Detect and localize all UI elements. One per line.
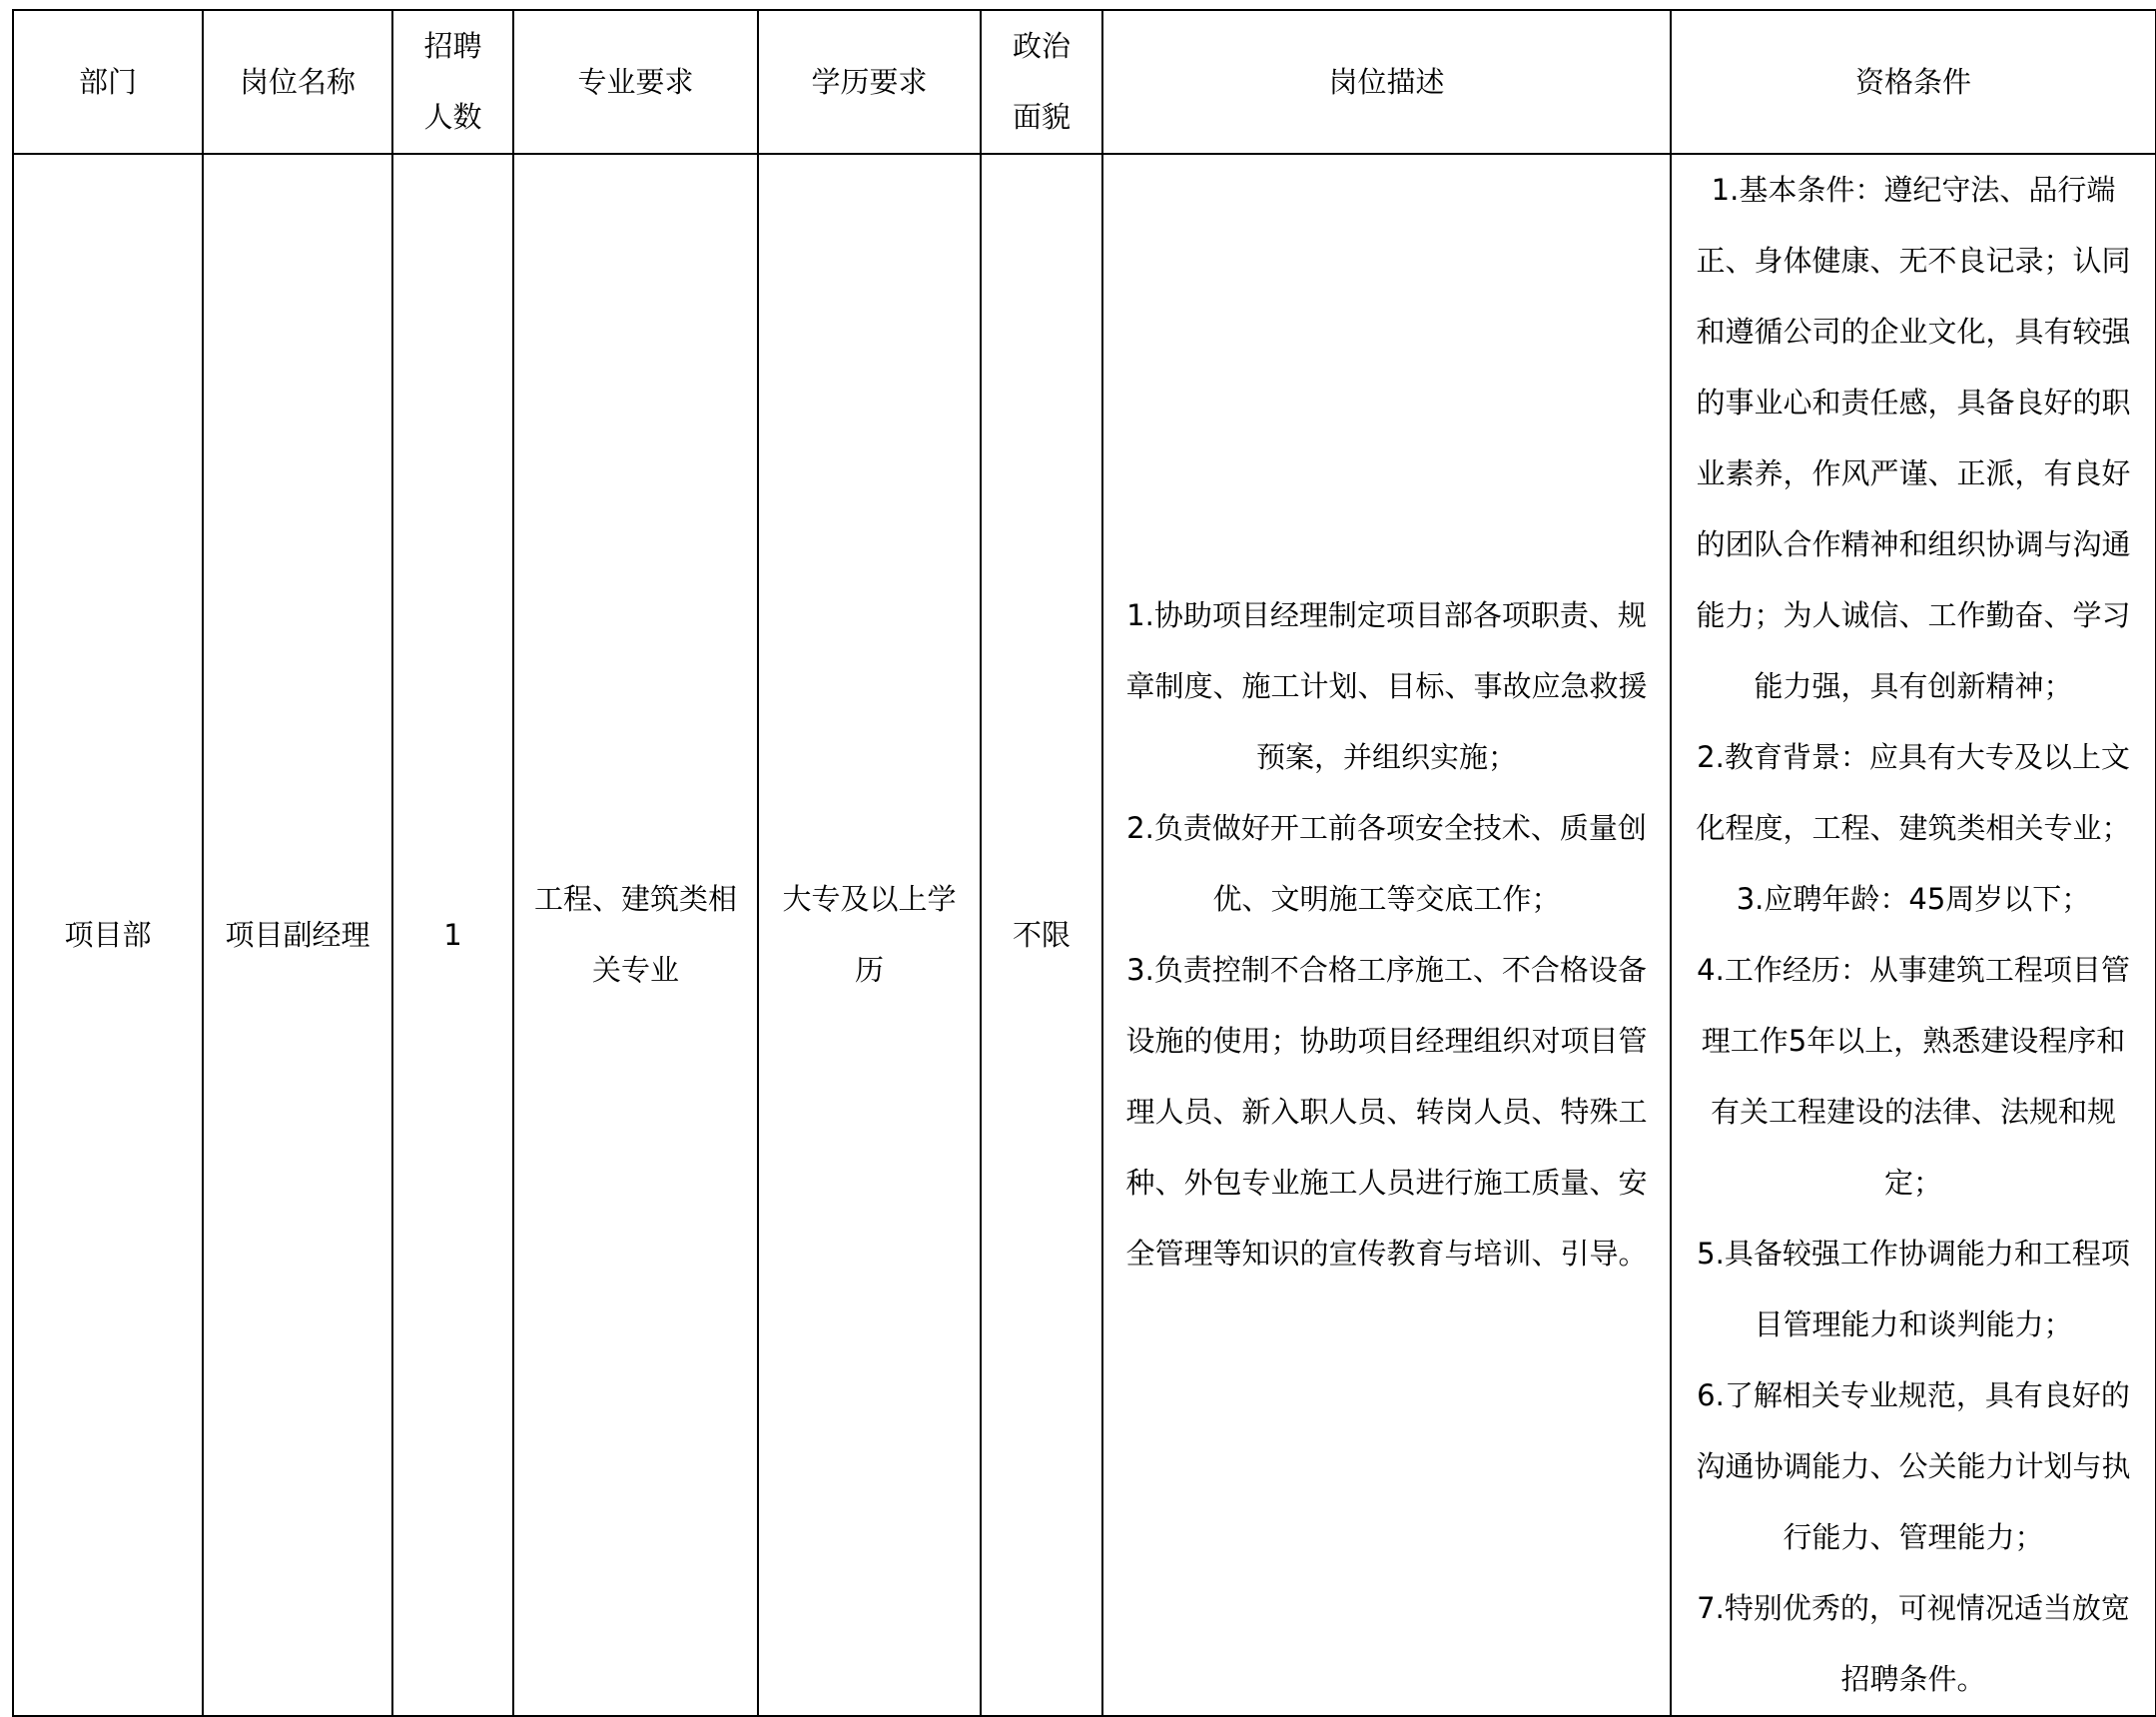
description-item: 2.负责做好开工前各项安全技术、质量创优、文明施工等交底工作； <box>1126 811 1647 916</box>
table-row <box>13 154 2156 1716</box>
header-qualifications: 资格条件 <box>1671 10 2156 154</box>
qualification-item: 4.工作经历：从事建筑工程项目管理工作5年以上，熟悉建设程序和有关工程建设的法律、法规和规定； <box>1697 953 2130 1200</box>
cell-major: 工程、建筑类相关专业 <box>513 154 758 1716</box>
cell-description <box>1102 154 1671 1716</box>
description-item: 1.协助项目经理制定项目部各项职责、规章制度、施工计划、目标、事故应急救援预案，并组织实施； <box>1125 598 1648 774</box>
qualification-item: 3.应聘年龄：45周岁以下； <box>1736 882 2091 916</box>
qualification-item: 2.教育背景：应具有大专及以上文化程度，工程、建筑类相关专业； <box>1696 740 2131 845</box>
description-item: 3.负责控制不合格工序施工、不合格设备设施的使用；协助项目经理组织对项目管理人员、新入职人员、转岗人员、特殊工种、外包专业施工人员进行施工质量、安全管理等知识的宣传教育与培训、引导。 <box>1125 953 1648 1271</box>
cell-political-status: 不限 <box>981 154 1102 1716</box>
qualification-item: 6.了解相关专业规范，具有良好的沟通协调能力、公关能力计划与执行能力、管理能力； <box>1696 1378 2131 1554</box>
header-row <box>13 10 2156 154</box>
cell-position: 项目副经理 <box>203 154 392 1716</box>
header-department: 部门 <box>13 10 203 154</box>
header-headcount: 招聘人数 <box>392 10 513 154</box>
qualification-item: 1.基本条件：遵纪守法、品行端正、身体健康、无不良记录；认同和遵循公司的企业文化，具有较强的事业心和责任感，具备良好的职业素养，作风严谨、正派，有良好的团队合作精神和组织协调与沟通能力；为人诚信、工作勤奋、学习能力强，具有创新精神； <box>1696 173 2131 703</box>
cell-headcount: 1 <box>392 154 513 1716</box>
header-major: 专业要求 <box>513 10 758 154</box>
header-description: 岗位描述 <box>1102 10 1671 154</box>
qualification-item: 7.特别优秀的，可视情况适当放宽招聘条件。 <box>1697 1591 2130 1696</box>
cell-qualifications <box>1671 154 2156 1716</box>
cell-education: 大专及以上学历 <box>758 154 981 1716</box>
cell-department: 项目部 <box>13 154 203 1716</box>
table-header <box>13 10 2156 154</box>
header-political-status: 政治面貌 <box>981 10 1102 154</box>
qualification-item: 5.具备较强工作协调能力和工程项目管理能力和谈判能力； <box>1697 1237 2130 1341</box>
table-body <box>13 154 2156 1716</box>
header-education: 学历要求 <box>758 10 981 154</box>
recruitment-table <box>12 9 2156 1717</box>
header-position: 岗位名称 <box>203 10 392 154</box>
